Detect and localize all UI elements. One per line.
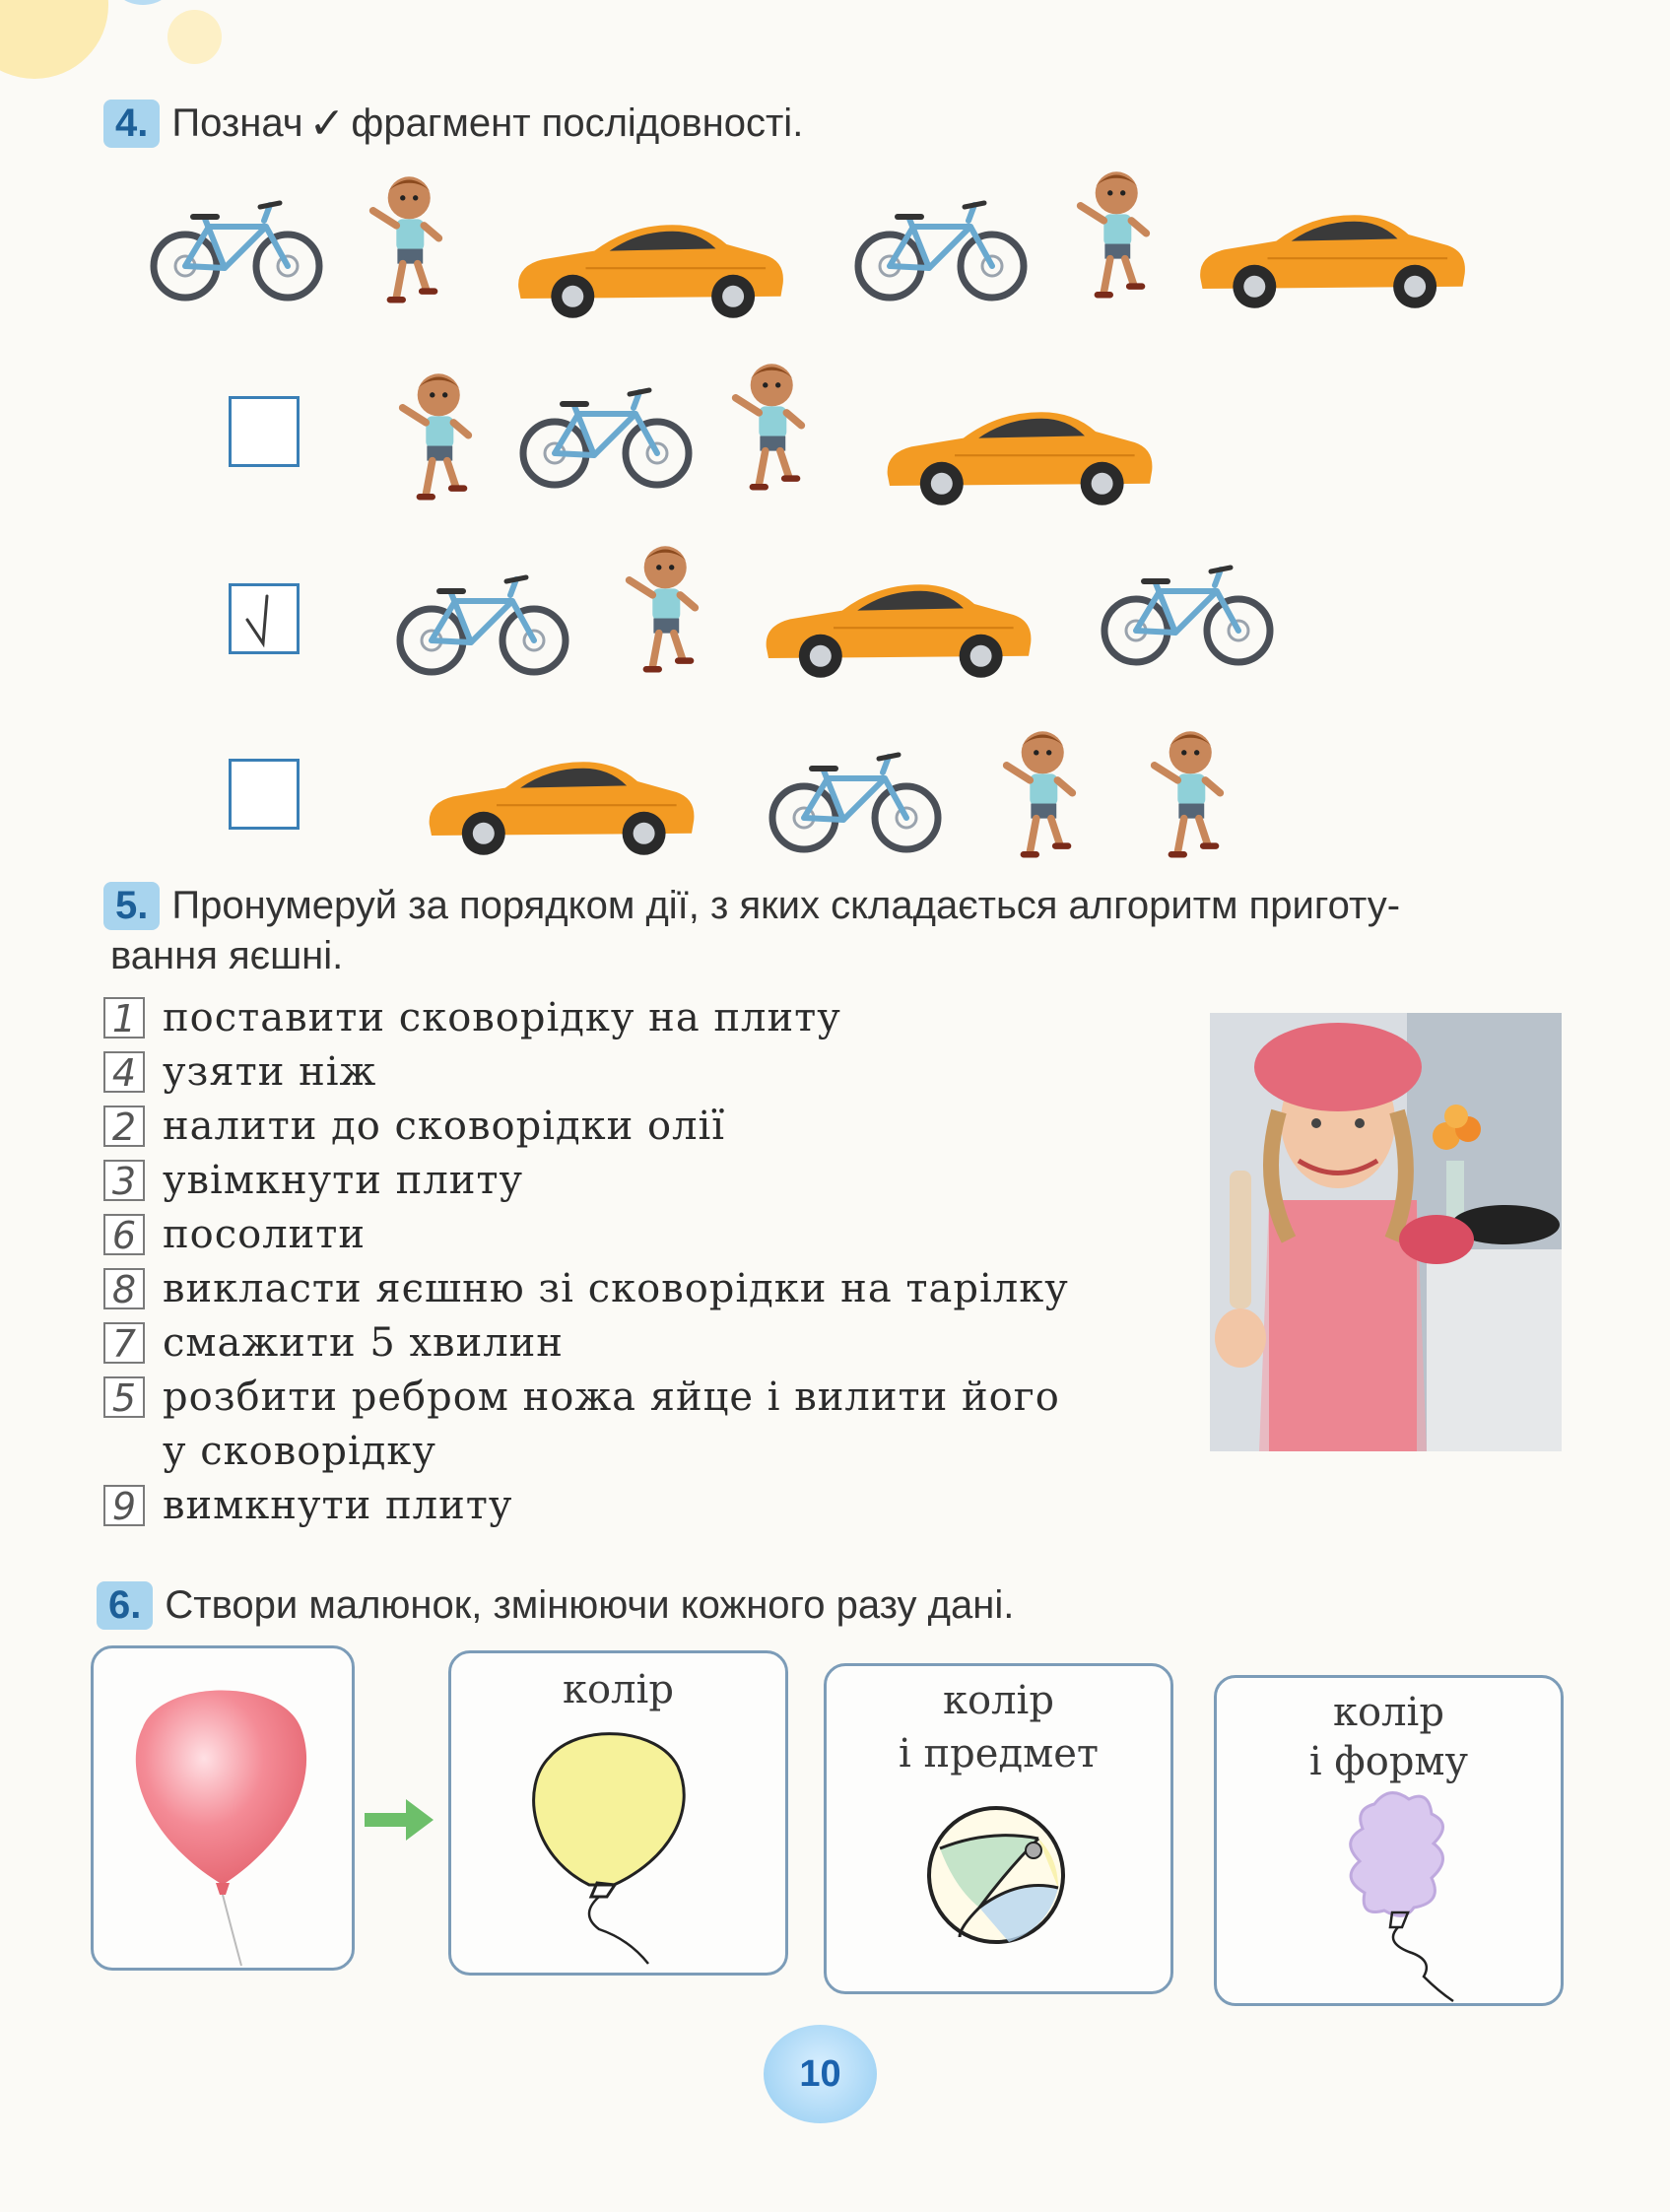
step-number-box[interactable]: 1 [103,997,145,1039]
panel-change-color [448,1650,788,1976]
step-item [103,1370,1069,1424]
bicycle-icon [852,197,1030,305]
step-item [103,1315,1069,1370]
boy-icon [367,172,445,310]
step-item [103,1044,1069,1099]
step-number-box[interactable]: 9 [103,1485,145,1526]
task-4-header [103,99,803,149]
step-item-continuation [103,1424,1069,1478]
panel-label-line2: і форму [1308,1739,1469,1784]
decor-circle-large [0,0,108,79]
step-number-box[interactable]: 6 [103,1214,145,1255]
boy-icon [729,360,808,498]
checkmark-icon: ✓ [308,100,346,148]
task-4-number: 4. [103,100,160,148]
bicycle-icon [1099,562,1276,670]
option-2-checkbox[interactable] [229,583,300,654]
yellow-balloon-drawing [520,1717,717,1974]
step-text: узяти ніж [163,1048,377,1095]
step-number-box[interactable]: 4 [103,1051,145,1093]
car-icon [481,212,821,320]
car-icon [847,399,1192,507]
boy-icon [1148,727,1227,865]
task-5-number: 5. [103,882,160,930]
step-item [103,990,1069,1044]
step-number-box[interactable]: 2 [103,1106,145,1147]
panel-change-color-shape [1214,1675,1564,2006]
task-4-text-before: Познач [171,101,303,145]
task-6-text: Створи малюнок, змінюючи кожного разу дані. [165,1583,1015,1627]
page-number: 10 [764,2025,877,2123]
task-6-number: 6. [97,1581,153,1630]
panel-change-color-object [824,1663,1173,1994]
boy-icon [396,369,475,507]
boy-icon [1000,727,1079,865]
step-text: поставити сковорідку на плиту [163,994,841,1040]
beach-ball-drawing [920,1799,1073,1952]
step-number-box[interactable]: 8 [103,1268,145,1309]
bicycle-icon [148,197,325,305]
girl-cook-photo [1210,1013,1562,1451]
car-icon [389,749,734,857]
option-1-checkbox[interactable] [229,396,300,467]
step-number-box[interactable]: 3 [103,1160,145,1201]
algorithm-steps-list [103,990,1069,1532]
panel-label-line1: колір [943,1678,1054,1723]
step-text: розбити ребром ножа яйце і вилити його [163,1374,1060,1420]
panel-label-line2: і предмет [899,1731,1099,1776]
task-4-text-after: фрагмент послідовності. [351,101,804,145]
step-text: увімкнути плиту [163,1157,524,1203]
right-arrow-icon [365,1795,435,1844]
decor-circle-blue [113,0,172,5]
task-5-text-line2: вання яєшні. [110,934,344,977]
task-6-header [97,1581,1014,1630]
step-text: вимкнути плиту [163,1482,513,1528]
panel-label-line1: колір [1333,1690,1444,1735]
bicycle-icon [394,571,571,680]
decor-circle-small [167,10,222,64]
step-item [103,1261,1069,1315]
step-item [103,1478,1069,1532]
handwritten-check-icon [232,586,302,657]
panel-original-balloon [91,1645,355,1971]
bicycle-icon [517,384,695,493]
car-icon [1163,202,1503,310]
boy-icon [1074,168,1153,305]
bicycle-icon [767,749,944,857]
step-text: у сковорідку [163,1428,436,1474]
step-item [103,1099,1069,1153]
step-number-box[interactable]: 7 [103,1322,145,1364]
task-5-header [103,882,1400,930]
car-icon [726,571,1071,680]
red-balloon-icon [94,1648,352,1968]
step-item [103,1153,1069,1207]
step-text: викласти яєшню зі сковорідки на тарілку [163,1265,1069,1311]
step-text: налити до сковорідки олії [163,1103,726,1149]
boy-icon [623,542,701,680]
task-5-text-line1: Пронумеруй за порядком дії, з яких складається алгоритм приготу- [171,884,1401,927]
panel-label: колір [563,1667,674,1712]
step-text: посолити [163,1211,367,1257]
option-3-checkbox[interactable] [229,759,300,830]
step-item [103,1207,1069,1261]
step-text: смажити 5 хвилин [163,1319,564,1366]
step-number-box[interactable]: 5 [103,1376,145,1418]
purple-shaped-balloon-drawing [1315,1784,1493,2006]
